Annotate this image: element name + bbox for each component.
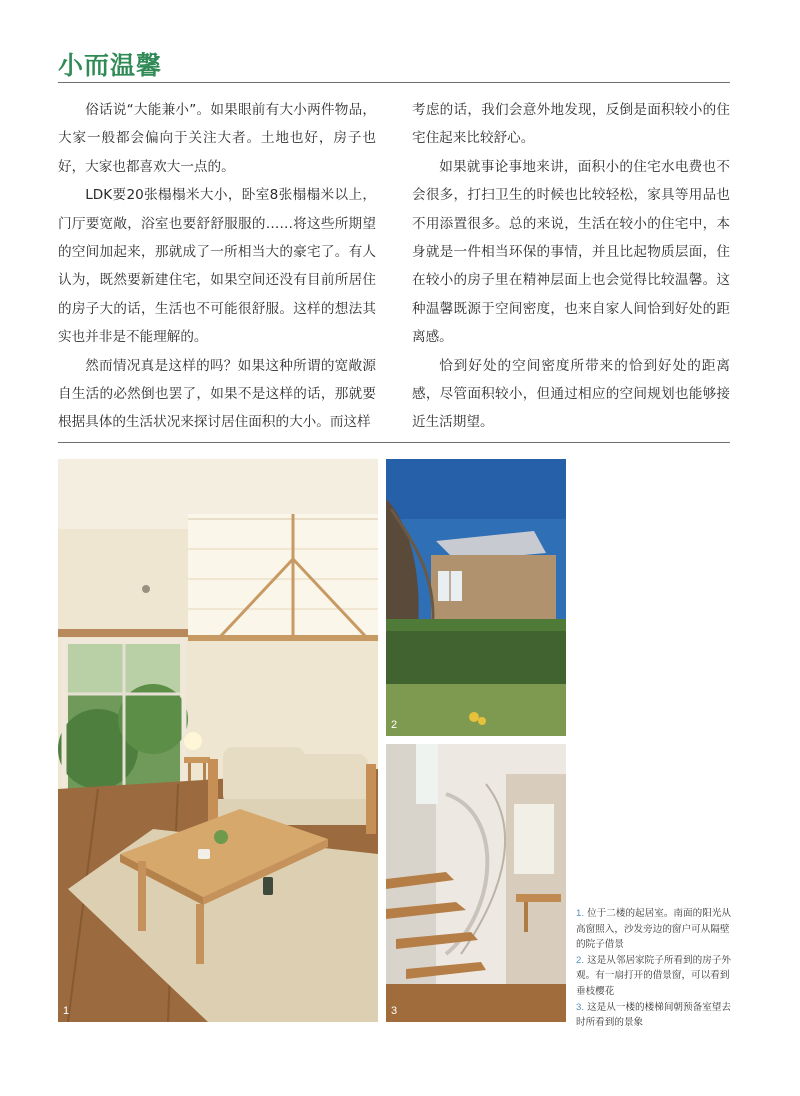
caption-text: 这是从一楼的楼梯间朝预备室望去时所看到的景象 (576, 1001, 731, 1029)
caption-number: 2. (576, 954, 585, 966)
photo-number: 3 (391, 1005, 398, 1017)
title-rule (58, 82, 730, 83)
living-room-photo (58, 459, 378, 1022)
exterior-photo (386, 459, 566, 736)
caption-text: 位于二楼的起居室。南面的阳光从高窗照入，沙发旁边的窗户可从隔壁的院子借景 (576, 908, 731, 951)
paragraph: 然而情况真是这样的吗？如果这种所谓的宽敞源自生活的必然倒也罢了，如果不是这样的话，那就要根据具体的生活状况来探讨居住面积的大小。而这样 (58, 357, 376, 431)
caption-number: 3. (576, 1001, 585, 1013)
photo-number: 1 (63, 1005, 70, 1017)
photo-number: 2 (391, 719, 398, 731)
caption-number: 1. (576, 908, 585, 919)
caption-item (576, 1000, 736, 1031)
caption-item (576, 953, 736, 1000)
paragraph: 如果就事论事地来讲，面积小的住宅水电费也不会很多，打扫卫生的时候也比较轻松，家具等用品也不用添置很多。总的来说，生活在较小的住宅中，本身就是一件相当环保的事情，并且比起物质层面，住在较小的房子里在精神层面上也会觉得比较温馨。这种温馨既源于空间密度，也来自家人间恰到好处的距离感。 (412, 158, 730, 346)
staircase-photo (386, 744, 566, 1022)
caption-text: 这是从邻居家院子所看到的房子外观。有一扇打开的借景窗，可以看到垂枝樱花 (576, 954, 731, 997)
section-rule (58, 442, 730, 443)
caption-item (576, 906, 736, 953)
paragraph: 考虑的话，我们会意外地发现，反倒是面积较小的住宅住起来比较舒心。 (412, 102, 730, 147)
photo-captions (576, 906, 736, 1031)
page-title: 小而温馨 (58, 51, 163, 80)
paragraph: LDK要20张榻榻米大小，卧室8张榻榻米以上，门厅要宽敞，浴室也要舒舒服服的……将这些所期望的空间加起来，那就成了一所相当大的豪宅了。有人认为，既然要新建住宅，如果空间还没有目前所居住的房子大的话，生活也不可能很舒服。这样的想法其实也并非是不能理解的。 (58, 187, 376, 346)
text-column-left (58, 96, 376, 437)
paragraph: 恰到好处的空间密度所带来的恰到好处的距离感，尽管面积较小，但通过相应的空间规划也能够接近生活期望。 (412, 357, 730, 431)
text-column-right (412, 96, 730, 437)
paragraph: 俗话说“大能兼小”。如果眼前有大小两件物品，大家一般都会偏向于关注大者。土地也好，房子也好，大家也都喜欢大一点的。 (58, 102, 376, 175)
